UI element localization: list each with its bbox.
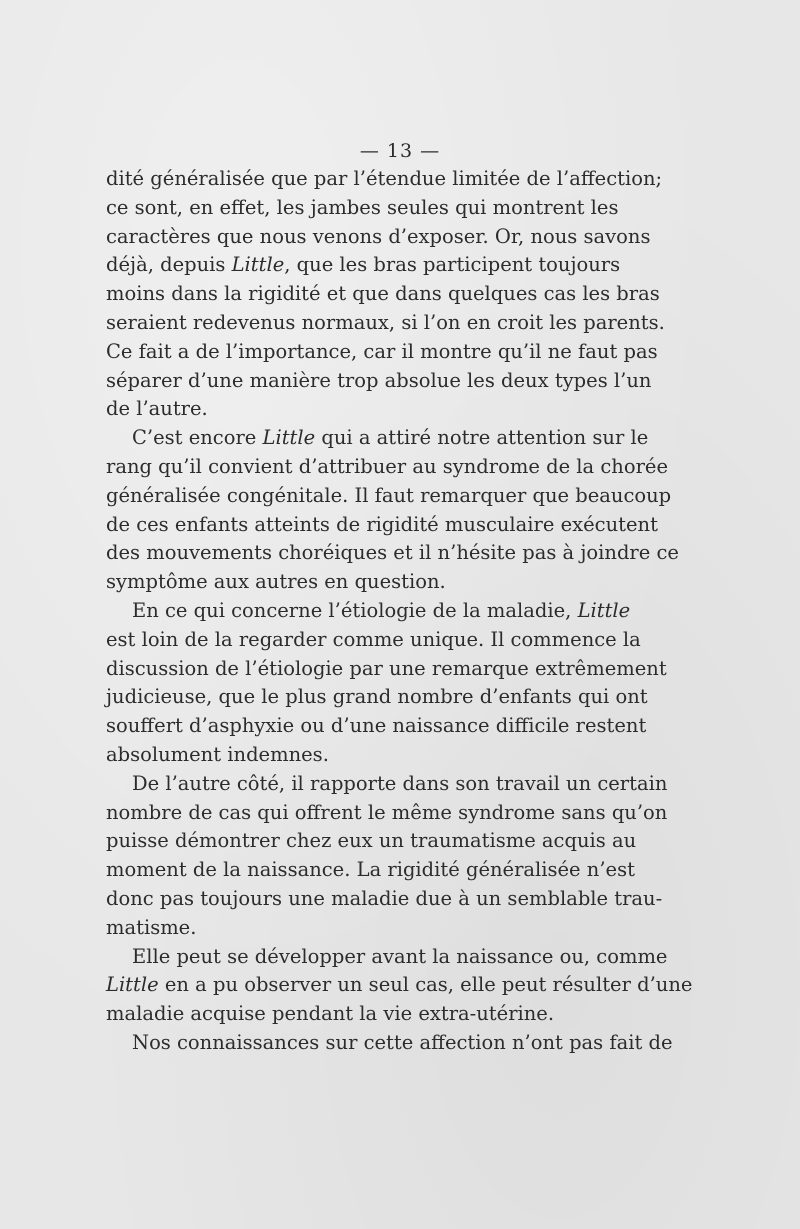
author-name-little: Little (577, 598, 631, 622)
text-line: moment de la naissance. La rigidité généralisée n’est (106, 858, 635, 882)
text-line: En ce qui concerne l’étiologie de la maladie, Little (132, 598, 631, 622)
text-line: nombre de cas qui offrent le même syndrome sans qu’on (106, 800, 668, 824)
body-text (106, 165, 693, 1058)
text-line: donc pas toujours une maladie due à un semblable trau- (106, 886, 663, 910)
text-line: généralisée congénitale. Il faut remarquer que beaucoup (106, 483, 672, 507)
text-line: caractères que nous venons d’exposer. Or, nous savons (106, 224, 651, 248)
text-line: souffert d’asphyxie ou d’une naissance difficile restent (106, 714, 647, 738)
author-name-little: Little (262, 426, 316, 450)
text-line: discussion de l’étiologie par une remarque extrêmement (106, 656, 667, 680)
text-line: déjà, depuis Little, que les bras participent toujours (106, 253, 621, 277)
text-line: rang qu’il convient d’attribuer au syndrome de la chorée (106, 454, 668, 478)
author-name-little: Little (106, 973, 159, 997)
text-line: séparer d’une manière trop absolue les deux types l’un (106, 368, 652, 392)
text-line: seraient redevenus normaux, si l’on en croit les parents. (106, 310, 665, 334)
text-line: des mouvements choréiques et il n’hésite pas à joindre ce (106, 541, 679, 565)
text-line: De l’autre côté, il rapporte dans son travail un certain (132, 771, 668, 795)
text-line: Little en a pu observer un seul cas, elle peut résulter d’une (106, 973, 693, 997)
text-line: maladie acquise pendant la vie extra-utérine. (106, 1002, 555, 1026)
text-line: Nos connaissances sur cette affection n’ont pas fait de (132, 1030, 673, 1054)
page-number: — 13 — (359, 140, 441, 162)
text-line: dité généralisée que par l’étendue limitée de l’affection; (106, 167, 663, 190)
author-name-little: Little (231, 253, 285, 277)
text-line: de l’autre. (106, 397, 208, 421)
text-line: C’est encore Little qui a attiré notre attention sur le (132, 426, 649, 450)
text-line: absolument indemnes. (106, 742, 329, 766)
text-line: Ce fait a de l’importance, car il montre qu’il ne faut pas (106, 339, 658, 363)
text-line: Elle peut se développer avant la naissance ou, comme (132, 944, 668, 968)
text-line: matisme. (106, 915, 197, 939)
text-line: est loin de la regarder comme unique. Il commence la (106, 627, 641, 651)
text-line: de ces enfants atteints de rigidité musculaire exécutent (106, 512, 658, 536)
text-line: puisse démontrer chez eux un traumatisme acquis au (106, 829, 637, 853)
text-line: symptôme aux autres en question. (106, 570, 446, 594)
text-line: ce sont, en effet, les jambes seules qui montrent les (106, 195, 619, 219)
text-line: moins dans la rigidité et que dans quelques cas les bras (106, 282, 660, 306)
text-line: judicieuse, que le plus grand nombre d’enfants qui ont (106, 685, 648, 709)
